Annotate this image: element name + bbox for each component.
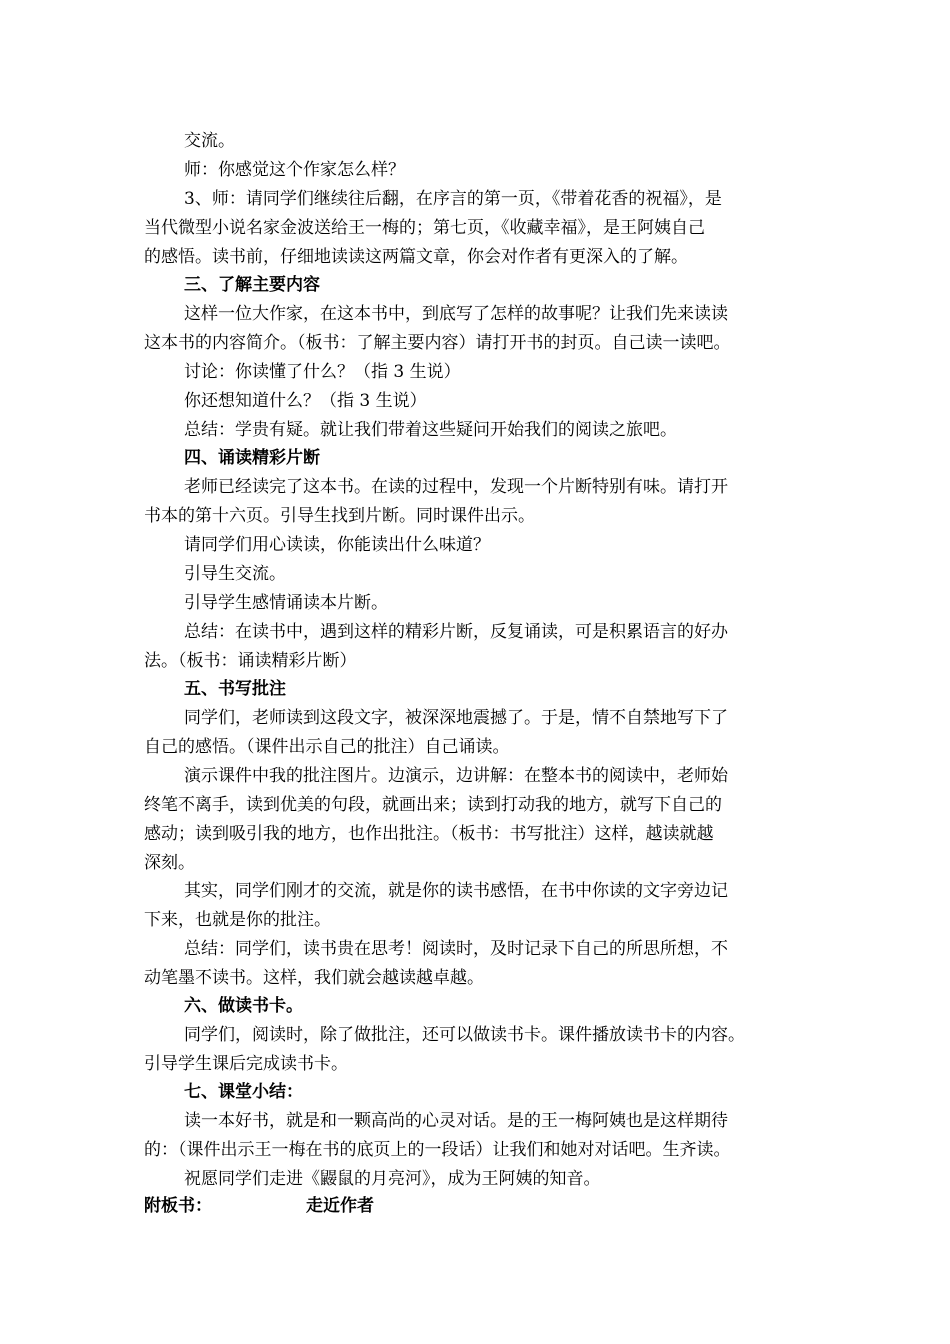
text-line: 同学们，阅读时，除了做批注，还可以做读书卡。课件播放读书卡的内容。 — [184, 1025, 745, 1045]
text-line: 演示课件中我的批注图片。边演示，边讲解：在整本书的阅读中，老师始 — [184, 766, 728, 786]
text-line: 书本的第十六页。引导生找到片断。同时课件出示。 — [144, 506, 535, 526]
text-line: 老师已经读完了这本书。在读的过程中，发现一个片断特别有味。请打开 — [184, 477, 728, 497]
text-line: 引导学生课后完成读书卡。 — [144, 1054, 348, 1074]
text-line: 祝愿同学们走进《鼹鼠的月亮河》，成为王阿姨的知音。 — [184, 1169, 601, 1189]
text-line: 师：你感觉这个作家怎么样？ — [184, 160, 405, 180]
text-line: 总结：学贵有疑。就让我们带着这些疑问开始我们的阅读之旅吧。 — [184, 420, 677, 440]
text-line: 引导生交流。 — [184, 564, 286, 584]
text-line: 的感悟。读书前，仔细地读读这两篇文章，你会对作者有更深入的了解。 — [144, 247, 688, 267]
text-line: 动笔墨不读书。这样，我们就会越读越卓越。 — [144, 968, 484, 988]
text-line: 终笔不离手，读到优美的句段，就画出来；读到打动我的地方，就写下自己的 — [144, 795, 722, 815]
text-line: 深刻。 — [144, 853, 195, 873]
text-line: 总结：在读书中，遇到这样的精彩片断，反复诵读，可是积累语言的好办 — [184, 622, 728, 642]
text-line: 这样一位大作家，在这本书中，到底写了怎样的故事呢？让我们先来读读 — [184, 304, 728, 324]
appendix-label: 附板书： — [144, 1196, 212, 1216]
text-line: 读一本好书，就是和一颗高尚的心灵对话。是的王一梅阿姨也是这样期待 — [184, 1111, 728, 1131]
section-heading: 四、诵读精彩片断 — [184, 448, 320, 468]
text-line: 下来，也就是你的批注。 — [144, 910, 331, 930]
text-line: 3、师：请同学们继续往后翻，在序言的第一页，《带着花香的祝福》，是 — [184, 189, 722, 209]
section-heading: 五、书写批注 — [184, 679, 286, 699]
appendix-title: 走近作者 — [306, 1196, 374, 1216]
text-line: 感动；读到吸引我的地方，也作出批注。（板书：书写批注）这样，越读就越 — [144, 824, 714, 844]
text-line: 当代微型小说名家金波送给王一梅的；第七页，《收藏幸福》，是王阿姨自己 — [144, 218, 705, 238]
text-line: 这本书的内容简介。（板书：了解主要内容）请打开书的封页。自己读一读吧。 — [144, 333, 731, 353]
text-line: 同学们，老师读到这段文字，被深深地震撼了。于是，情不自禁地写下了 — [184, 708, 728, 728]
text-line: 法。（板书：诵读精彩片断） — [144, 651, 357, 671]
text-line: 自己的感悟。（课件出示自己的批注）自己诵读。 — [144, 737, 510, 757]
text-line: 讨论：你读懂了什么？（指 3 生说） — [184, 362, 461, 382]
text-line: 的：（课件出示王一梅在书的底页上的一段话）让我们和她对对话吧。生齐读。 — [144, 1140, 731, 1160]
section-heading: 三、了解主要内容 — [184, 275, 320, 295]
text-line: 引导学生感情诵读本片断。 — [184, 593, 388, 613]
text-line: 你还想知道什么？（指 3 生说） — [184, 391, 427, 411]
section-heading: 六、做读书卡。 — [184, 996, 303, 1016]
text-line: 总结：同学们，读书贵在思考！阅读时，及时记录下自己的所思所想，不 — [184, 939, 728, 959]
text-line: 请同学们用心读读，你能读出什么味道？ — [184, 535, 490, 555]
text-line: 其实，同学们刚才的交流，就是你的读书感悟，在书中你读的文字旁边记 — [184, 881, 728, 901]
text-line: 交流。 — [184, 131, 235, 151]
section-heading: 七、课堂小结： — [184, 1082, 303, 1102]
